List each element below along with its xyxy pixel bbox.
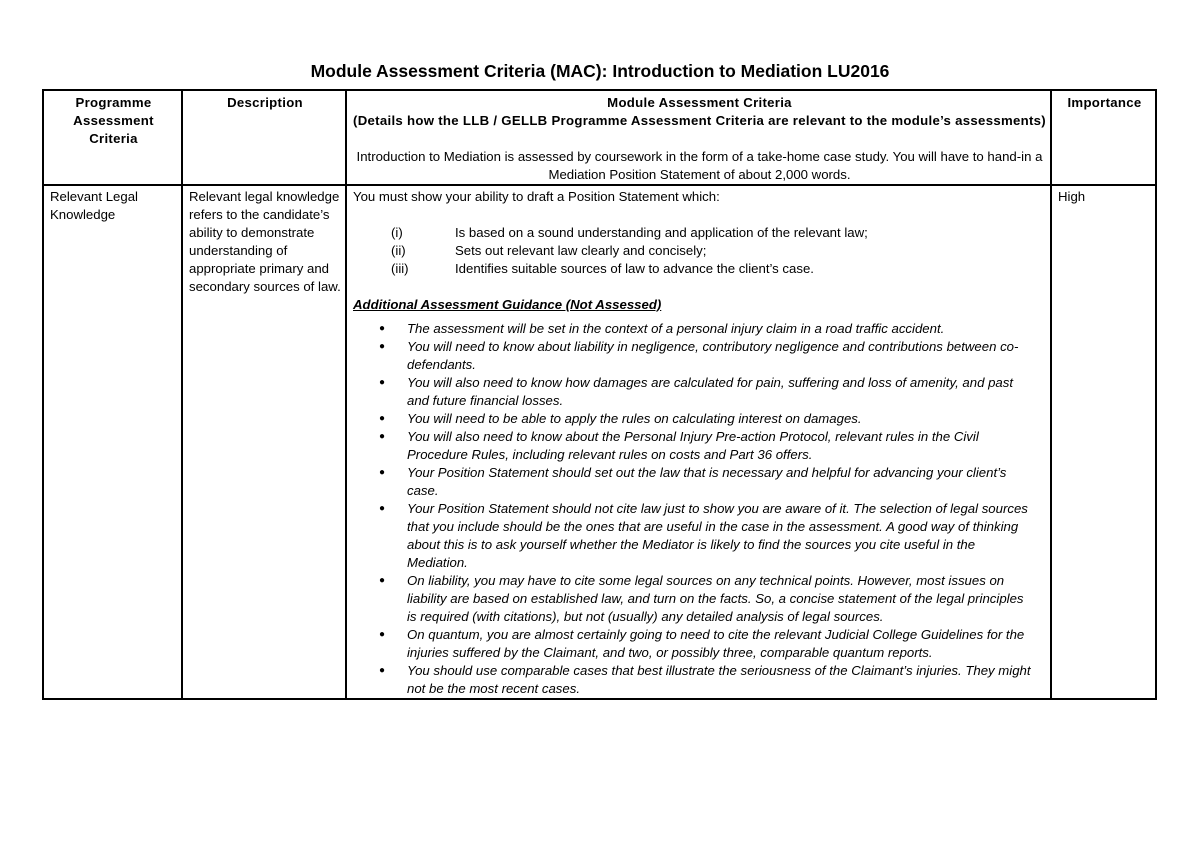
list-item [353,662,1046,698]
guidance-text: On liability, you may have to cite some legal sources on any technical points. However, most issues on liability are based on established law, and turn on the facts. So, a concise statement of the legal principles is required (with citations), but not (usually) any detailed analysis of legal sources. [407,573,1024,624]
list-number: (i) [391,225,403,240]
bullet-icon: ● [379,503,386,514]
table-header-row [43,90,1156,185]
bullet-icon: ● [379,665,386,676]
list-number: (ii) [391,243,406,258]
guidance-text: The assessment will be set in the context of a personal injury claim in a road traffic accident. [407,321,945,336]
list-item [353,320,1046,338]
list-item [353,224,1046,242]
list-item [353,626,1046,662]
guidance-text: On quantum, you are almost certainly going to need to cite the relevant Judicial College Guidelines for the injuries suffered by the Claimant, and two, or possibly three, comparable quantum reports. [407,627,1025,660]
list-item [353,464,1046,500]
criteria-description: Relevant legal knowledge refers to the candidate’s ability to demonstrate understanding of appropriate primary and secondary sources of law. [182,185,346,699]
guidance-text: Your Position Statement should set out the law that is necessary and helpful for advancing your client’s case. [407,465,1007,498]
list-item [353,572,1046,626]
bullet-icon: ● [379,629,386,640]
bullet-icon: ● [379,341,386,352]
guidance-heading: Additional Assessment Guidance (Not Assessed) [353,297,662,312]
list-text: Identifies suitable sources of law to advance the client’s case. [455,261,814,276]
table-row [43,185,1156,699]
list-item [353,500,1046,572]
guidance-text: You will need to be able to apply the rules on calculating interest on damages. [407,411,862,426]
list-text: Sets out relevant law clearly and concisely; [455,243,707,258]
header-mac-title: Module Assessment Criteria [607,95,792,110]
bullet-icon: ● [379,377,386,388]
list-item [353,410,1046,428]
importance-value: High [1051,185,1156,699]
criteria-lead: You must show your ability to draft a Position Statement which: [353,189,720,204]
list-item [353,242,1046,260]
header-description: Description [182,90,346,185]
list-item [353,428,1046,464]
header-mac-subtitle: (Details how the LLB / GELLB Programme Assessment Criteria are relevant to the module’s assessments) [353,113,1046,128]
bullet-icon: ● [379,413,386,424]
list-item [353,338,1046,374]
header-importance: Importance [1051,90,1156,185]
bullet-icon: ● [379,467,386,478]
header-module-assessment-criteria [346,90,1051,185]
guidance-text: You will also need to know how damages are calculated for pain, suffering and loss of amenity, and past and future financial losses. [407,375,1014,408]
assessment-criteria-table [42,89,1157,700]
guidance-list [353,320,1046,698]
criteria-name: Relevant Legal Knowledge [43,185,182,699]
guidance-text: Your Position Statement should not cite law just to show you are aware of it. The selection of legal sources that you include should be the ones that are useful in the case in the assessment. A good way of thinking about this is to ask yourself whether the Mediator is likely to find the sources you cite useful in the Mediation. [407,501,1028,570]
page-title: Module Assessment Criteria (MAC): Introduction to Mediation LU2016 [310,61,890,81]
list-number: (iii) [391,261,409,276]
assessment-intro: Introduction to Mediation is assessed by coursework in the form of a take-home case study. You will have to hand-in a Mediation Position Statement of about 2,000 words. [356,149,1043,182]
guidance-text: You will need to know about liability in negligence, contributory negligence and contributions between co-defendants. [407,339,1019,372]
list-text: Is based on a sound understanding and application of the relevant law; [455,225,868,240]
criteria-details [346,185,1051,699]
guidance-text: You should use comparable cases that best illustrate the seriousness of the Claimant’s injuries. They might not be the most recent cases. [407,663,1031,696]
numbered-points [353,224,1046,278]
list-item [353,374,1046,410]
bullet-icon: ● [379,431,386,442]
bullet-icon: ● [379,575,386,586]
bullet-icon: ● [379,323,386,334]
guidance-text: You will also need to know about the Personal Injury Pre-action Protocol, relevant rules in the Civil Procedure Rules, including relevant rules on costs and Part 36 offers. [407,429,979,462]
list-item [353,260,1046,278]
header-programme-assessment-criteria: Programme Assessment Criteria [43,90,182,185]
